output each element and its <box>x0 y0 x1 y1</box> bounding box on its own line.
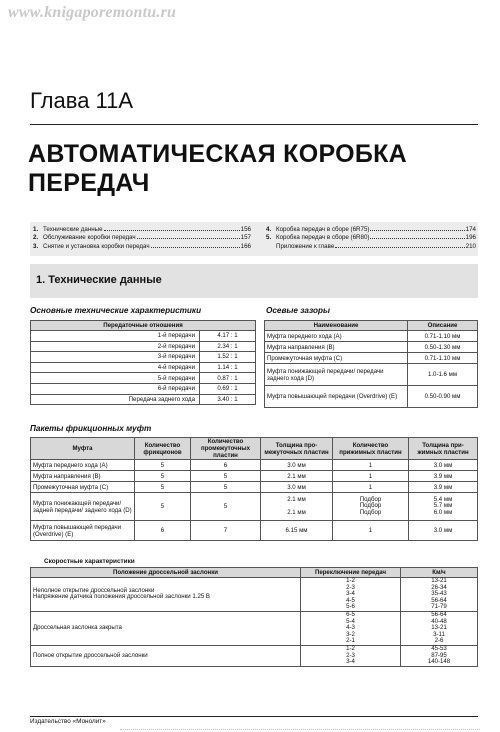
clearance-name: Муфта понижающей передачи/ передачи заднего хода (D) <box>265 364 408 386</box>
table-row <box>31 331 256 342</box>
section-heading: 1. Технические данные <box>36 274 162 286</box>
cell-line: Неполное открытие дроссельной заслонки <box>33 586 155 594</box>
cell-line: 5-4 <box>346 617 355 625</box>
toc-leader <box>370 230 464 231</box>
cell-line: 4-3 <box>346 624 355 632</box>
section-heading-bar <box>30 264 478 298</box>
column-header: Наименование <box>265 321 408 331</box>
intermediate-thickness: 6.15 мм <box>261 521 333 541</box>
toc-page: 156 <box>240 226 251 233</box>
table-row <box>31 578 478 612</box>
intermediate-count: 5 <box>191 471 261 482</box>
shift-speeds <box>401 578 478 612</box>
clearance-name: Промежуточная муфта (C) <box>265 353 408 364</box>
table-row <box>31 362 256 373</box>
cell-line: 3-4 <box>346 658 355 666</box>
toc-number: 5. <box>266 234 272 242</box>
intermediate-count: 7 <box>191 521 261 541</box>
gear-label: 5-й передачи <box>31 373 200 384</box>
gear-label: 1-й передачи <box>31 331 200 342</box>
cell-line: 4-5 <box>346 596 355 604</box>
column-header: Количество промежуточных пластин <box>191 438 261 460</box>
clearance-value: 1.0-1.6 мм <box>408 364 478 386</box>
gear-shifts <box>301 645 401 666</box>
gear-ratio: 0.69 : 1 <box>200 383 256 394</box>
pressure-thickness: 3.9 мм <box>409 482 478 493</box>
friction-count: 5 <box>135 482 191 493</box>
table-row <box>31 493 478 521</box>
intermediate-count: 6 <box>191 460 261 471</box>
cell-line: 2.1 мм <box>287 508 306 516</box>
clearance-name: Муфта переднего хода (A) <box>265 331 408 342</box>
cell-line: 2-6 <box>434 637 444 645</box>
cell-line: 56-64 <box>431 610 447 618</box>
header-rule <box>30 124 478 125</box>
cell-line: 13-21 <box>431 577 447 584</box>
cell-line: 2-1 <box>346 637 355 645</box>
toc-left-column <box>33 226 251 251</box>
toc-number: 2. <box>33 234 39 242</box>
clutch-name: Муфта переднего хода (A) <box>31 460 135 471</box>
gear-ratio: 2.34 : 1 <box>200 341 256 352</box>
intermediate-thickness: 3.0 мм <box>261 460 333 471</box>
toc-text: Технические данные <box>43 226 103 233</box>
friction-count: 5 <box>135 471 191 482</box>
intermediate-count: 5 <box>191 482 261 493</box>
table-row <box>31 471 478 482</box>
gear-label: 3-й передачи <box>31 352 200 363</box>
table-row <box>31 383 256 394</box>
cell-line: 3-4 <box>346 590 355 598</box>
axial-clearance-table <box>264 320 478 408</box>
clearance-value: 0.71-1.10 мм <box>408 331 478 342</box>
table-row <box>31 460 478 471</box>
gear-label: 6-й передачи <box>31 383 200 394</box>
publisher-footer: Издательство «Монолит» <box>30 718 106 725</box>
toc-item[interactable] <box>33 226 251 234</box>
footer-rule <box>30 716 478 717</box>
toc-item[interactable] <box>33 234 251 242</box>
table-row <box>265 364 478 386</box>
cell-line: 40-48 <box>431 617 447 625</box>
column-header: Толщина про-межуточных пластин <box>261 438 333 460</box>
throttle-position <box>31 645 301 666</box>
cell-line: 1-2 <box>346 577 355 584</box>
pressure-thickness: 3.9 мм <box>409 471 478 482</box>
shift-speeds <box>401 645 478 666</box>
cell-line: Дроссельная заслонка закрыта <box>33 624 122 632</box>
cell-line: 35-43 <box>431 590 447 598</box>
cell-line: Подбор <box>359 502 382 510</box>
column-header: Количество прижимных пластин <box>333 438 409 460</box>
gear-ratio-table <box>30 320 256 405</box>
column-header: Количество фрикционов <box>135 438 191 460</box>
toc-item[interactable] <box>266 234 476 242</box>
toc-item[interactable] <box>266 243 476 251</box>
toc-text: Приложение к главе <box>276 242 335 250</box>
clutch-packs-heading: Пакеты фрикционных муфт <box>30 424 152 433</box>
shift-speeds <box>401 611 478 645</box>
cell-line: 5.7 мм <box>433 502 453 510</box>
toc-page: 157 <box>240 234 251 242</box>
cell-line: 5.4 мм <box>433 495 453 503</box>
clearances-heading: Осевые зазоры <box>266 306 331 315</box>
toc-right-column <box>266 226 476 251</box>
pressure-count <box>333 493 409 521</box>
gear-shifts <box>301 611 401 645</box>
toc-page: 210 <box>465 242 476 250</box>
pressure-thickness: 3.0 мм <box>409 521 478 541</box>
speed-heading: Скоростные характеристики <box>44 558 135 565</box>
cell-line: Подбор <box>359 495 382 503</box>
table-row <box>265 342 478 353</box>
gear-label: Передача заднего хода <box>31 394 200 405</box>
gear-ratio: 1.14 : 1 <box>200 362 256 373</box>
intermediate-thickness: 3.0 мм <box>261 482 333 493</box>
toc-text: Коробка передач в сборе (6R75) <box>276 226 370 233</box>
column-header: Толщина при-жимных пластин <box>409 438 478 460</box>
watermark: www.knigaporemontu.ru <box>8 4 177 21</box>
cell-line: 6.0 мм <box>433 508 453 516</box>
column-header: Км/ч <box>401 568 478 578</box>
table-row <box>31 352 256 363</box>
cell-line: 2.1 мм <box>287 495 306 503</box>
pressure-count: 1 <box>333 460 409 471</box>
gear-ratio: 4.17 : 1 <box>200 331 256 342</box>
toc-number: 1. <box>33 226 39 233</box>
throttle-position <box>31 611 301 645</box>
gear-ratio: 1.52 : 1 <box>200 352 256 363</box>
toc-text: Снятие и установка коробки передач <box>43 242 150 250</box>
cell-line: 1-2 <box>346 644 355 652</box>
table-row <box>31 482 478 493</box>
toc-leader <box>104 230 240 231</box>
pressure-count: 1 <box>333 482 409 493</box>
column-header: Муфта <box>31 438 135 460</box>
cell-line: 5-6 <box>346 603 355 611</box>
shift-speed-table <box>30 567 478 667</box>
table-row <box>31 394 256 405</box>
cell-line: 87-95 <box>431 651 447 659</box>
gear-label: 4-й передачи <box>31 362 200 373</box>
clutch-name: Муфта понижающей передачи/задней передачи/ заднего хода (D) <box>31 493 135 521</box>
cell-line: Напряжение датчика положения дроссельной заслонки 1.25 В <box>33 593 211 601</box>
toc-page: 166 <box>240 242 251 250</box>
pressure-count: 1 <box>333 521 409 541</box>
table-row <box>31 521 478 541</box>
clearance-value: 0.50-1.30 мм <box>408 342 478 353</box>
toc-text: Обслуживание коробки передач <box>43 234 136 242</box>
clutch-name: Муфта направления (B) <box>31 471 135 482</box>
toc-leader <box>335 247 464 248</box>
column-header: Переключение передач <box>301 568 401 578</box>
toc-page: 174 <box>465 226 476 233</box>
clearance-value: 0.50-0.90 мм <box>408 386 478 408</box>
table-row <box>31 645 478 666</box>
cell-line: Подбор <box>359 508 382 516</box>
clearance-value: 0.71-1.10 мм <box>408 353 478 364</box>
cell-line: 45-53 <box>431 644 447 652</box>
cell-line: 13-21 <box>431 624 447 632</box>
cell-line: 56-64 <box>431 596 447 604</box>
table-row <box>31 341 256 352</box>
cell-line: 140-148 <box>427 658 451 666</box>
pressure-thickness <box>409 493 478 521</box>
friction-count: 5 <box>135 493 191 521</box>
gear-label: 2-й передачи <box>31 341 200 352</box>
clearance-name: Муфта повышающей передачи (Overdrive) (E) <box>265 386 408 408</box>
friction-count: 5 <box>135 460 191 471</box>
pressure-thickness: 3.0 мм <box>409 460 478 471</box>
friction-count: 6 <box>135 521 191 541</box>
main-specs-heading: Основные технические характеристики <box>30 306 202 315</box>
gear-shifts <box>301 578 401 612</box>
cell-line: 71-79 <box>431 603 447 611</box>
cell-line: 2-3 <box>346 583 355 591</box>
toc-number: 4. <box>266 226 272 233</box>
cell-line: 26-34 <box>431 583 447 591</box>
intermediate-thickness <box>261 493 333 521</box>
gear-ratio: 3.40 : 1 <box>200 394 256 405</box>
clutch-name: Промежуточная муфта (C) <box>31 482 135 493</box>
gear-ratio-header: Передаточные отношения <box>31 321 256 331</box>
toc-text: Коробка передач в сборе (6R80) <box>276 234 370 242</box>
column-header: Описание <box>408 321 478 331</box>
table-row <box>31 611 478 645</box>
cell-line: 3-11 <box>433 630 445 638</box>
pressure-count: 1 <box>333 471 409 482</box>
column-header: Положение дроссельной заслонки <box>31 568 301 578</box>
toc-leader <box>137 238 240 239</box>
intermediate-thickness: 2.1 мм <box>261 471 333 482</box>
toc-number: 3. <box>33 242 39 250</box>
table-row <box>265 353 478 364</box>
toc-page: 196 <box>465 234 476 242</box>
table-row <box>265 386 478 408</box>
table-of-contents <box>30 222 478 256</box>
table-row <box>265 331 478 342</box>
intermediate-count: 5 <box>191 493 261 521</box>
cell-line: 2-3 <box>346 651 355 659</box>
table-row <box>31 373 256 384</box>
chapter-label: Глава 11А <box>30 88 134 113</box>
gear-ratio: 0.87 : 1 <box>200 373 256 384</box>
clutch-packs-table <box>30 437 478 541</box>
throttle-position <box>31 578 301 612</box>
toc-leader <box>370 238 464 239</box>
clutch-name: Муфта повышающей передачи (Overdrive) (E) <box>31 521 135 541</box>
toc-leader <box>151 247 240 248</box>
toc-item[interactable] <box>266 226 476 234</box>
page-title: АВТОМАТИЧЕСКАЯ КОРОБКА ПЕРЕДАЧ <box>28 140 408 197</box>
cell-line: Полное открытие дроссельной заслонки <box>33 651 148 659</box>
cell-line: 3-2 <box>346 630 355 638</box>
cell-line: 6-5 <box>346 610 355 618</box>
clearance-name: Муфта направления (B) <box>265 342 408 353</box>
toc-item[interactable] <box>33 243 251 251</box>
